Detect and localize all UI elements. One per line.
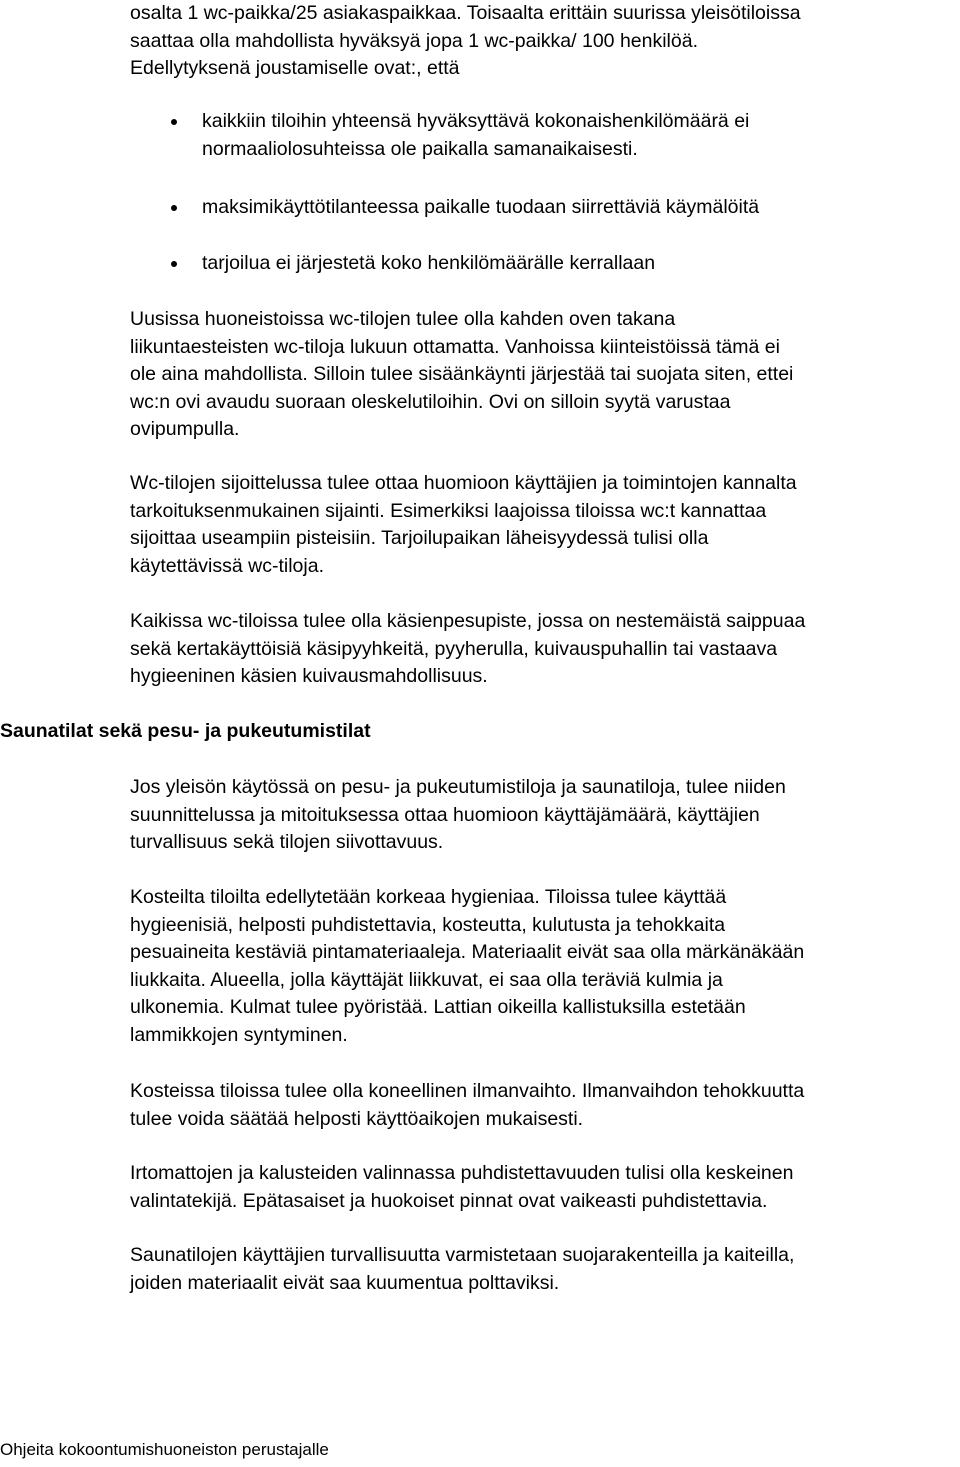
- bullet-item: [130, 194, 960, 222]
- bullet-item: [130, 250, 960, 278]
- page-footer: Ohjeita kokoontumishuoneiston perustajalle: [0, 1440, 329, 1459]
- paragraph-sauna-intro: Jos yleisön käytössä on pesu- ja pukeutumistiloja ja saunatiloja, tulee niiden suunnittelussa ja mitoituksessa ottaa huomioon käyttäjämäärä, käyttäjien turvallisuus sekä tilojen siivottavuus.: [130, 776, 786, 853]
- section-heading: Saunatilat sekä pesu- ja pukeutumistilat: [0, 720, 371, 742]
- bullet-text: tarjoilua ei järjestetä koko henkilömäärälle kerrallaan: [202, 252, 656, 274]
- bullet-item: [130, 108, 960, 164]
- paragraph-sauna-ventilation: Kosteissa tiloissa tulee olla koneellinen ilmanvaihto. Ilmanvaihdon tehokkuutta tulee voida säätää helposti käyttöaikojen mukaisesti.: [130, 1080, 805, 1130]
- paragraph-wc-handwash: Kaikissa wc-tiloissa tulee olla käsienpesupiste, jossa on nestemäistä saippuaa sekä kertakäyttöisiä käsipyyhkeitä, pyyherulla, kuivauspuhallin tai vastaava hygieeninen käsien kuivausmahdollisuus.: [130, 610, 806, 687]
- bullet-icon: [171, 119, 177, 125]
- bullet-icon: [171, 205, 177, 211]
- paragraph-sauna-mats: Irtomattojen ja kalusteiden valinnassa puhdistettavuuden tulisi olla keskeinen valintatekijä. Epätasaiset ja huokoiset pinnat ovat vaikeasti puhdistettavia.: [130, 1162, 794, 1212]
- intro-paragraph: osalta 1 wc-paikka/25 asiakaspaikkaa. Toisaalta erittäin suurissa yleisötiloissa saattaa olla mahdollista hyväksyä jopa 1 wc-paikka/ 100 henkilöä. Edellytyksenä joustamiselle ovat:, että: [130, 2, 801, 79]
- paragraph-wc-placement: Wc-tilojen sijoittelussa tulee ottaa huomioon käyttäjien ja toimintojen kannalta tarkoituksenmukainen sijainti. Esimerkiksi laajoissa tiloissa wc:t kannattaa sijoittaa useampiin pisteisiin. Tarjoilupaikan läheisyydessä tulisi olla käytettävissä wc-tiloja.: [130, 472, 797, 577]
- bullet-text: maksimikäyttötilanteessa paikalle tuodaan siirrettäviä käymälöitä: [202, 196, 760, 218]
- paragraph-sauna-hygiene: Kosteilta tiloilta edellytetään korkeaa hygieniaa. Tiloissa tulee käyttää hygieenisiä, helposti puhdistettavia, kosteutta, kulutusta ja tehokkaita pesuaineita kestäviä pintamateriaaleja. Materiaalit eivät saa olla märkänäkään liukkaita. Alueella, jolla käyttäjät liikkuvat, ei saa olla teräviä kulmia ja ulkonemia. Kulmat tulee pyöristää. Lattian oikeilla kallistuksilla estetään lammikkojen syntyminen.: [130, 886, 805, 1046]
- paragraph-wc-doors: Uusissa huoneistoissa wc-tilojen tulee olla kahden oven takana liikuntaesteisten wc-tiloja lukuun ottamatta. Vanhoissa kiinteistöissä tämä ei ole aina mahdollista. Silloin tulee sisäänkäynti järjestää tai suojata siten, ettei wc:n ovi avaudu suoraan oleskelutiloihin. Ovi on silloin syytä varustaa ovipumpulla.: [130, 308, 794, 440]
- paragraph-sauna-safety: Saunatilojen käyttäjien turvallisuutta varmistetaan suojarakenteilla ja kaiteilla, joiden materiaalit eivät saa kuumentua polttaviksi.: [130, 1244, 795, 1294]
- bullet-icon: [171, 261, 177, 267]
- bullet-text: kaikkiin tiloihin yhteensä hyväksyttävä kokonaishenkilömäärä ei normaaliolosuhteissa ole paikalla samanaikaisesti.: [202, 110, 750, 160]
